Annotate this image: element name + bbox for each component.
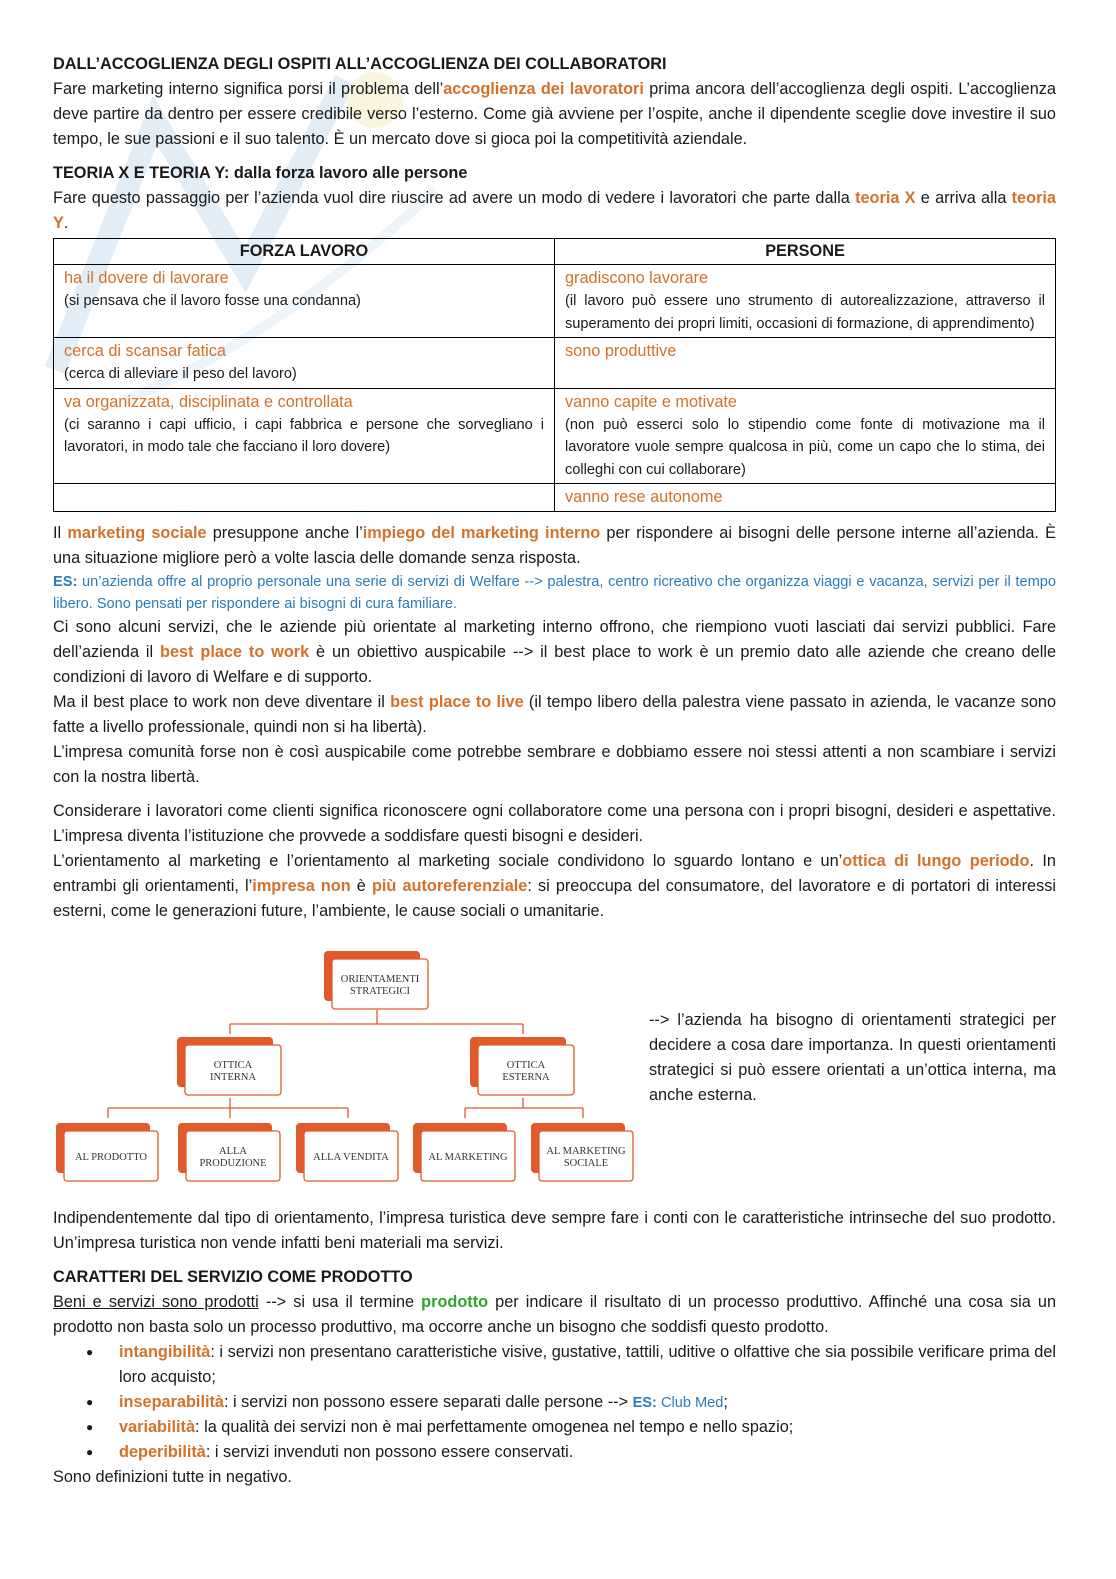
- diagram-node-label: ALLA VENDITA: [313, 1152, 389, 1163]
- paragraph-impresa-comunita: L’impresa comunità forse non è così auspicabile come potrebbe sembrare e dobbiamo essere noi stessi attenti a non scambiare i servizi con la nostra libertà.: [53, 743, 1056, 786]
- table-cell: [54, 484, 555, 512]
- section-title-caratteri: CARATTERI DEL SERVIZIO COME PRODOTTO: [53, 1268, 413, 1286]
- list-item: ● intangibilità: i servizi non presentano caratteristiche visive, gustative, tattili, uditive o olfattive che sia possibile verificare prima del loro acquisto;: [119, 1340, 1056, 1390]
- paragraph-beni-servizi: Beni e servizi sono prodotti --> si usa il termine prodotto per indicare il risultato di un processo produttivo. Affinché una cosa sia un prodotto non basta solo un processo produttivo, ma occorre anche un bisogno che soddisfi questo prodotto.: [53, 1293, 1057, 1336]
- highlight-ottica-lungo-periodo: ottica di lungo periodo: [842, 852, 1030, 870]
- table-header-forza-lavoro: FORZA LAVORO: [54, 239, 555, 265]
- table-cell: vanno rese autonome: [555, 484, 1056, 512]
- diagram-node-label: INTERNA: [209, 1072, 257, 1083]
- list-item: ● inseparabilità: i servizi non possono essere separati dalle persone --> ES: Club Med;: [119, 1390, 1056, 1415]
- diagram-node-label: OTTICA: [213, 1060, 253, 1071]
- orientamenti-diagram: [53, 936, 638, 1196]
- diagram-node-vendita: [296, 1123, 398, 1181]
- comparison-table: [53, 238, 1056, 512]
- diagram-node-ottica-interna: [177, 1037, 281, 1095]
- list-item: ● variabilità: la qualità dei servizi non è mai perfettamente omogenea nel tempo e nello spazio;: [119, 1415, 1056, 1440]
- diagram-section: [53, 936, 1056, 1206]
- table-cell: vanno capite e motivate (non può esserci solo lo stipendio come fonte di motivazione ma il lavoratore vuole sempre qualcosa in più, come un capo che lo stima, dei colleghi con cui collaborare): [555, 388, 1056, 484]
- diagram-node-marketing-sociale: [531, 1123, 633, 1181]
- paragraph-closing: Sono definizioni tutte in negativo.: [53, 1468, 292, 1486]
- section-title-accoglienza: DALL’ACCOGLIENZA DEGLI OSPITI ALL’ACCOGLIENZA DEI COLLABORATORI: [53, 55, 667, 73]
- table-cell: gradiscono lavorare (il lavoro può essere uno strumento di autorealizzazione, attraverso il superamento dei propri limiti, occasioni di formazione, di apprendimento): [555, 265, 1056, 338]
- paragraph-best-place-to-live: Ma il best place to work non deve diventare il best place to live (il tempo libero della palestra viene passato in azienda, le vacanze sono fatte a livello professionale, quindi non si ha libertà).: [53, 693, 1056, 736]
- example-label: ES:: [53, 574, 78, 590]
- highlight-teoria-x: teoria X: [855, 189, 916, 207]
- document-page: [53, 52, 1056, 1490]
- diagram-node-prodotto: [56, 1123, 158, 1181]
- diagram-node-label: OTTICA: [506, 1060, 546, 1071]
- diagram-node-ottica-esterna: [470, 1037, 574, 1095]
- diagram-node-label: ALLA: [219, 1146, 247, 1157]
- table-header-persone: PERSONE: [555, 239, 1056, 265]
- table-cell: va organizzata, disciplinata e controllata (ci saranno i capi ufficio, i capi fabbrica e persone che sorvegliano i lavoratori, in modo tale che facciano il loro dovere): [54, 388, 555, 484]
- example-label: ES:: [632, 1395, 657, 1411]
- table-cell: sono produttive: [555, 338, 1056, 389]
- highlight-impresa-non: impresa non: [252, 877, 351, 895]
- table-cell: cerca di scansar fatica (cerca di alleviare il peso del lavoro): [54, 338, 555, 389]
- highlight-marketing-sociale: marketing sociale: [67, 524, 207, 542]
- section-title-teoria: TEORIA X E TEORIA Y: dalla forza lavoro alle persone: [53, 164, 468, 182]
- table-row: [54, 265, 1056, 338]
- table-row: [54, 388, 1056, 484]
- paragraph-teoria: Fare questo passaggio per l’azienda vuol dire riuscire ad avere un modo di vedere i lavoratori che parte dalla teoria X e arriva alla teoria Y.: [53, 189, 1056, 232]
- highlight-prodotto: prodotto: [421, 1293, 489, 1311]
- highlight-piu-autoreferenziale: più autoreferenziale: [371, 877, 528, 895]
- paragraph-orientamento: L’orientamento al marketing e l’orientamento al marketing sociale condividono lo sguardo lontano e un’ottica di lungo periodo. In entrambi gli orientamenti, l’impresa non è più autoreferenziale: si preoccupa del consumatore, del lavoratore e di portatori di interessi esterni, come le generazioni future, l’ambiente, le cause sociali o umanitarie.: [53, 852, 1057, 920]
- diagram-node-label: SOCIALE: [563, 1158, 609, 1169]
- highlight-best-place-to-live: best place to live: [390, 693, 524, 711]
- paragraph-best-place-to-work: Ci sono alcuni servizi, che le aziende più orientate al marketing interno offrono, che riempiono vuoti lasciati dai servizi pubblici. Fare dell’azienda il best place to work è un obiettivo auspicabile --> il best place to work è un premio dato alle aziende che creano delle condizioni di lavoro di Welfare e di supporto.: [53, 618, 1056, 686]
- table-row: [54, 484, 1056, 512]
- diagram-node-produzione: [178, 1123, 280, 1181]
- highlight-teoria-y: teoria Y: [53, 189, 1056, 232]
- diagram-node-label: ESTERNA: [502, 1072, 550, 1083]
- diagram-node-marketing: [413, 1123, 515, 1181]
- diagram-node-root: [324, 951, 428, 1009]
- example-welfare: ES: un’azienda offre al proprio personale una serie di servizi di Welfare --> palestra, centro ricreativo che organizza viaggi e vacanza, servizi per il tempo libero. Sono pensati per rispondere ai bisogni di cura familiare.: [53, 574, 1056, 612]
- diagram-node-label: ORIENTAMENTI: [340, 974, 420, 985]
- service-traits-list: [53, 1340, 1056, 1465]
- diagram-node-label: AL MARKETING: [428, 1152, 508, 1163]
- paragraph-prodotto-turistico: Indipendentemente dal tipo di orientamento, l’impresa turistica deve sempre fare i conti con le caratteristiche intrinseche del suo prodotto. Un’impresa turistica non vende infatti beni materiali ma servizi.: [53, 1209, 1056, 1252]
- highlight-impiego-marketing-interno: impiego del marketing interno: [362, 524, 601, 542]
- highlight-accoglienza-lavoratori: accoglienza dei lavoratori: [443, 80, 644, 98]
- paragraph-lavoratori-clienti: Considerare i lavoratori come clienti significa riconoscere ogni collaboratore come una persona con i propri bisogni, desideri e aspettative. L’impresa diventa l’istituzione che provvede a soddisfare questi bisogni e desideri.: [53, 802, 1056, 845]
- table-cell: ha il dovere di lavorare (si pensava che il lavoro fosse una condanna): [54, 265, 555, 338]
- underlined-beni-servizi: Beni e servizi sono prodotti: [53, 1293, 259, 1311]
- table-row: [54, 338, 1056, 389]
- highlight-best-place-to-work: best place to work: [160, 643, 310, 661]
- list-item: ● deperibilità: i servizi invenduti non possono essere conservati.: [119, 1440, 1056, 1465]
- diagram-side-text: --> l’azienda ha bisogno di orientamenti strategici per decidere a cosa dare importanza. In questi orientamenti strategici si può essere orientati a un’ottica interna, ma anche esterna.: [649, 1011, 1056, 1104]
- diagram-node-label: STRATEGICI: [349, 986, 411, 997]
- paragraph-marketing-sociale: Il marketing sociale presuppone anche l’impiego del marketing interno per rispondere ai bisogni delle persone interne all’azienda. È una situazione migliore però a volte lascia delle domande senza risposta.: [53, 524, 1057, 567]
- diagram-node-label: AL PRODOTTO: [74, 1152, 148, 1163]
- paragraph-marketing-interno: Fare marketing interno significa porsi il problema dell’accoglienza dei lavoratori prima ancora dell’accoglienza degli ospiti. L’accoglienza deve partire da dentro per essere credibile verso l’esterno. Come già avviene per l’ospite, anche il dipendente sceglie dove investire il suo tempo, le sue passioni e il suo talento. È un mercato dove si gioca poi la competitività aziendale.: [53, 80, 1056, 148]
- diagram-node-label: PRODUZIONE: [199, 1158, 267, 1169]
- diagram-node-label: AL MARKETING: [546, 1146, 626, 1157]
